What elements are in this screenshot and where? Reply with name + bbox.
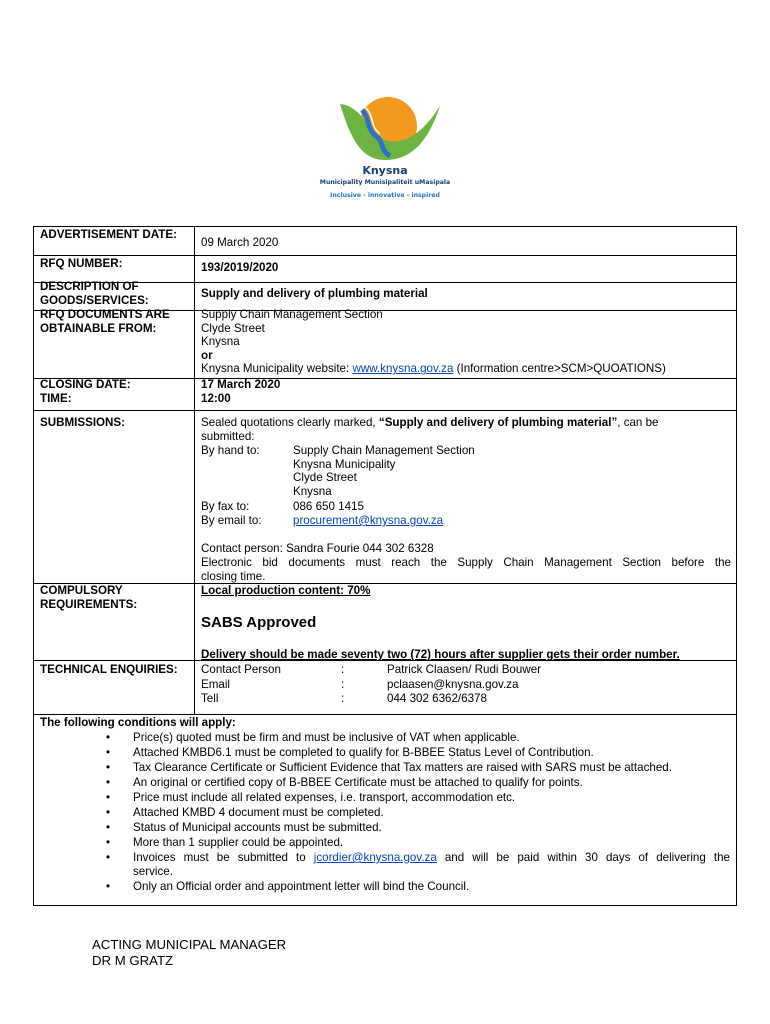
rfq-form-table	[33, 226, 737, 906]
municipality-logo	[305, 96, 465, 208]
tech-email: pclaasen@knysna.gov.za	[387, 678, 519, 691]
bullet: •	[106, 776, 111, 789]
submissions-intro	[201, 416, 731, 443]
tech-key: Email	[201, 678, 230, 691]
advert-date-value: 09 March 2020	[201, 236, 279, 249]
column-divider	[194, 227, 195, 714]
rfq-number-value: 193/2019/2020	[201, 261, 279, 274]
sabs-approved: SABS Approved	[201, 614, 317, 631]
contact-person-line: Contact person: Sandra Fourie 044 302 6328	[201, 542, 434, 555]
procurement-email-link[interactable]: procurement@knysna.gov.za	[293, 514, 444, 527]
condition-item: Price must include all related expenses, i.e. transport, accommodation etc.	[133, 791, 516, 804]
closing-date-value: 17 March 2020	[201, 378, 281, 391]
bullet: •	[106, 851, 111, 864]
knysna-logo-emblem	[320, 96, 450, 162]
condition-item: Tax Clearance Certificate or Sufficient Evidence that Tax matters are raised with SARS must be attached.	[133, 761, 672, 774]
intro-tail: , can be	[617, 416, 659, 429]
bullet: •	[106, 836, 111, 849]
local-content: Local production content: 70%	[201, 584, 371, 597]
tech-colon: :	[341, 663, 345, 676]
signatory-title: ACTING MUNICIPAL MANAGER	[92, 937, 287, 952]
docs-or: or	[201, 348, 213, 362]
tech-value: Patrick Claasen/ Rudi Bouwer	[387, 663, 542, 676]
hand-label: By hand to:	[201, 444, 260, 457]
closing-date-label: CLOSING DATE:	[40, 378, 131, 391]
tech-colon: :	[341, 692, 345, 705]
condition-item-invoice-cont: service.	[133, 865, 173, 878]
description-value: Supply and delivery of plumbing material	[201, 287, 428, 300]
docs-obtainable-label: RFQ DOCUMENTS ARE OBTAINABLE FROM:	[40, 308, 170, 335]
signature-block	[92, 937, 286, 969]
fax-value: 086 650 1415	[293, 500, 364, 513]
condition-item-invoice	[133, 851, 730, 865]
signatory-name: DR M GRATZ	[92, 953, 174, 968]
tech-colon: :	[341, 678, 345, 691]
logo-tagline: Inclusive - innovative - inspired	[330, 192, 440, 199]
tech-key: Tell	[201, 692, 219, 705]
bullet: •	[106, 880, 111, 893]
intro-quote: “Supply and delivery of plumbing material”	[378, 416, 618, 429]
intro-submitted: submitted:	[201, 429, 255, 443]
bullet: •	[106, 821, 111, 834]
condition-item: Attached KMBD6.1 must be completed to qualify for B-BBEE Status Level of Contribution.	[133, 746, 594, 759]
row-divider	[34, 410, 736, 411]
condition-item: Only an Official order and appointment letter will bind the Council.	[133, 880, 470, 893]
hand-line: Clyde Street	[293, 471, 357, 485]
hand-line: Knysna Municipality	[293, 457, 396, 471]
conditions-title: The following conditions will apply:	[40, 716, 236, 729]
condition-item: An original or certified copy of B-BBEE Certificate must be attached to qualify for points.	[133, 776, 583, 789]
website-link[interactable]: www.knysna.gov.za	[352, 362, 454, 376]
bullet: •	[106, 746, 111, 759]
rfq-number-label: RFQ NUMBER:	[40, 257, 123, 270]
docs-obtainable-value	[201, 308, 731, 376]
condition-item: Attached KMBD 4 document must be completed.	[133, 806, 384, 819]
bullet: •	[106, 791, 111, 804]
hand-address	[293, 444, 475, 498]
advert-date-label: ADVERTISEMENT DATE:	[40, 228, 177, 241]
docs-web-suffix: (Information centre>SCM>QUOATIONS)	[456, 362, 666, 376]
logo-name: Knysna	[362, 164, 408, 177]
invoice-text: and will be paid within 30 days of delivering the	[444, 851, 730, 864]
docs-line: Supply Chain Management Section	[201, 308, 383, 321]
technical-label: TECHNICAL ENQUIRIES:	[40, 663, 178, 676]
delivery-requirement: Delivery should be made seventy two (72) hours after supplier gets their order number.	[201, 648, 680, 661]
logo-subtitle: Municipality Munisipaliteit uMasipala	[319, 179, 451, 186]
hand-line: Knysna	[293, 484, 332, 498]
docs-line: Clyde Street	[201, 321, 265, 335]
condition-item: More than 1 supplier could be appointed.	[133, 836, 344, 849]
bullet: •	[106, 731, 111, 744]
fax-label: By fax to:	[201, 500, 250, 513]
closing-time-value: 12:00	[201, 392, 231, 405]
time-label: TIME:	[40, 392, 72, 405]
docs-web-prefix: Knysna Municipality website:	[201, 362, 350, 376]
condition-item: Price(s) quoted must be firm and must be inclusive of VAT when applicable.	[133, 731, 520, 744]
electronic-line-2: closing time.	[201, 570, 266, 583]
description-label: DESCRIPTION OF GOODS/SERVICES:	[40, 280, 149, 307]
condition-item: Status of Municipal accounts must be submitted.	[133, 821, 382, 834]
submissions-label: SUBMISSIONS:	[40, 416, 126, 429]
electronic-line-1: Electronic bid documents must reach the Supply Chain Management Section before the	[201, 556, 731, 569]
compulsory-label: COMPULSORY REQUIREMENTS:	[40, 584, 138, 611]
row-divider	[34, 714, 736, 715]
intro-text: Sealed quotations clearly marked,	[201, 416, 376, 429]
email-label: By email to:	[201, 514, 262, 527]
docs-line: Knysna	[201, 335, 240, 349]
bullet: •	[106, 761, 111, 774]
docs-website-line	[201, 362, 731, 376]
row-divider	[34, 255, 736, 256]
tech-value: 044 302 6362/6378	[387, 692, 487, 705]
bullet: •	[106, 806, 111, 819]
hand-line: Supply Chain Management Section	[293, 444, 475, 457]
invoice-text: Invoices must be submitted to	[133, 851, 306, 864]
invoice-email-link[interactable]: jcordier@knysna.gov.za	[313, 851, 437, 864]
tech-key: Contact Person	[201, 663, 281, 676]
